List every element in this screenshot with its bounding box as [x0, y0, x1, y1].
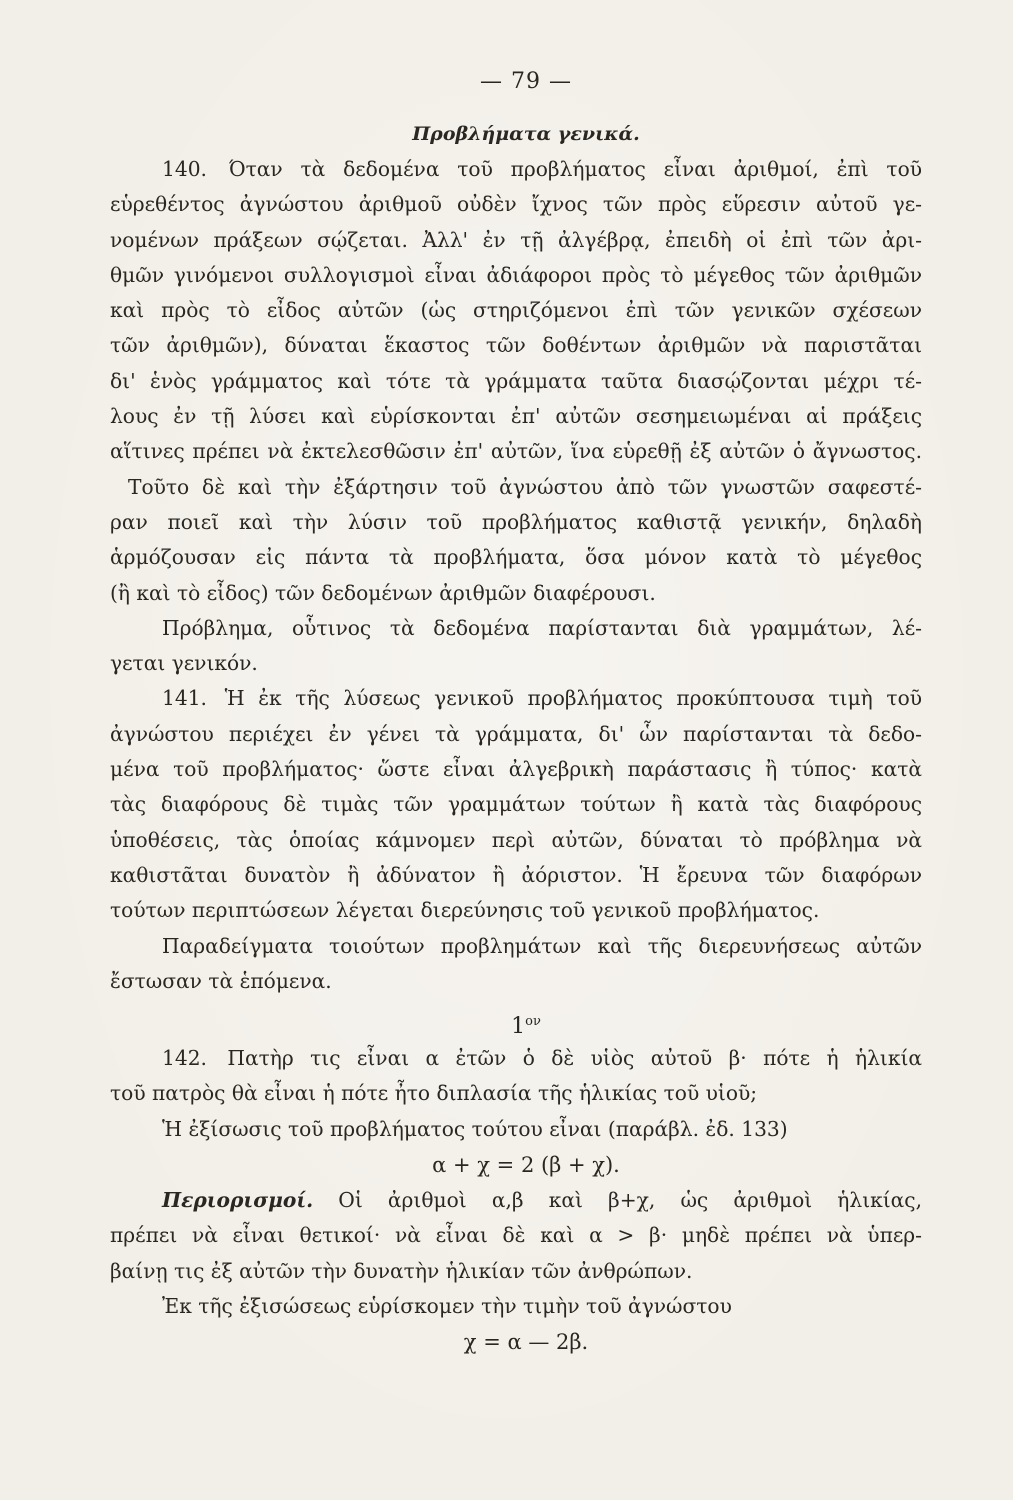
text-line: Παραδείγματα τοιούτων προβλημάτων καὶ τῆς διερευνήσεως αὐτῶν — [162, 933, 922, 958]
text-line: δι' ἑνὸς γράμματος καὶ τότε τὰ γράμματα ταῦτα διασῴζονται μέχρι τέ- — [110, 368, 922, 393]
paragraph-number: 142. — [162, 1046, 207, 1071]
text-line: λους ἐν τῇ λύσει καὶ εὑρίσκονται ἐπ' αὐτῶν σεσημειωμέναι αἱ πράξεις — [110, 404, 922, 429]
text-line: Τοῦτο δὲ καὶ τὴν ἐξάρτησιν τοῦ ἀγνώστου ἀπὸ τῶν γνωστῶν σαφεστέ- — [128, 474, 922, 499]
text-line: τούτων περιπτώσεων λέγεται διερεύνησις τοῦ γενικοῦ προβλήματος. — [110, 898, 820, 923]
text-line: τῶν ἀριθμῶν), δύναται ἕκαστος τῶν δοθέντων ἀριθμῶν νὰ παριστᾶται — [110, 333, 922, 358]
text-line: ἀγνώστου περιέχει ἐν γένει τὰ γράμματα, δι' ὧν παρίστανται τὰ δεδο- — [110, 721, 922, 746]
text-line: (ἢ καὶ τὸ εἶδος) τῶν δεδομένων ἀριθμῶν διαφέρουσι. — [110, 580, 656, 605]
section-title: Προβλήματα γενικά. — [412, 123, 640, 145]
text-line: Πρόβλημα, οὗτινος τὰ δεδομένα παρίστανται διὰ γραμμάτων, λέ- — [162, 615, 922, 640]
text-line: γεται γενικόν. — [110, 651, 258, 676]
text-line: εὑρεθέντος ἀγνώστου ἀριθμοῦ οὐδὲν ἴχνος τῶν πρὸς εὕρεσιν αὐτοῦ γε- — [110, 192, 922, 217]
text-line: Περιορισμοί. Οἱ ἀριθμοὶ α,β καὶ β+χ, ὡς ἀριθμοὶ ἡλικίας, — [162, 1188, 923, 1213]
text-line: καὶ πρὸς τὸ εἶδος αὐτῶν (ὡς στηριζόμενοι ἐπὶ τῶν γενικῶν σχέσεων — [110, 298, 922, 323]
text-line: τὰς διαφόρους δὲ τιμὰς τῶν γραμμάτων τούτων ἢ κατὰ τὰς διαφόρους — [110, 792, 922, 817]
paragraph-140 — [110, 152, 922, 681]
equation: α + χ = 2 (β + χ). — [432, 1153, 620, 1178]
text-line: πρέπει νὰ εἶναι θετικοί· νὰ εἶναι δὲ καὶ α > β· μηδὲ πρέπει νὰ ὑπερ- — [110, 1223, 922, 1248]
text-line: τοῦ πατρὸς θὰ εἶναι ἡ πότε ἦτο διπλασία τῆς ἡλικίας τοῦ υἱοῦ; — [110, 1081, 758, 1106]
text-line: νομένων πράξεων σῴζεται. Ἀλλ' ἐν τῇ ἀλγέβρᾳ, ἐπειδὴ οἱ ἐπὶ τῶν ἀρι- — [110, 227, 922, 252]
text-line: μένα τοῦ προβλήματος· ὥστε εἶναι ἀλγεβρικὴ παράστασις ἢ τύπος· κατὰ — [110, 757, 922, 782]
text-line: θμῶν γινόμενοι συλλογισμοὶ εἶναι ἀδιάφοροι πρὸς τὸ μέγεθος τῶν ἀριθμῶν — [110, 262, 922, 287]
text-line: ραν ποιεῖ καὶ τὴν λύσιν τοῦ προβλήματος καθιστᾷ γενικήν, δηλαδὴ — [110, 509, 922, 534]
paragraph-number: 141. — [162, 686, 207, 711]
text-line: βαίνῃ τις ἐξ αὐτῶν τὴν δυνατὴν ἡλικίαν τῶν ἀνθρώπων. — [110, 1258, 693, 1283]
paragraph-141 — [110, 681, 922, 999]
page-content — [110, 62, 922, 1360]
equation: χ = α — 2β. — [463, 1330, 589, 1355]
text-line: ἔστωσαν τὰ ἑπόμενα. — [110, 968, 332, 993]
page-number: — 79 — — [480, 69, 572, 94]
text-line: 142. Πατὴρ τις εἶναι α ἐτῶν ὁ δὲ υἱὸς αὐτοῦ β· πότε ἡ ἡλικία — [162, 1046, 922, 1071]
paragraph-number: 140. — [162, 157, 207, 181]
text-line: Ἐκ τῆς ἐξισώσεως εὑρίσκομεν τὴν τιμὴν τοῦ ἀγνώστου — [162, 1293, 732, 1318]
text-line: ὑποθέσεις, τὰς ὁποίας κάμνομεν περὶ αὐτῶν, δύναται τὸ πρόβλημα νὰ — [110, 827, 922, 852]
text-line: 140. Όταν τὰ δεδομένα τοῦ προβλήματος εἶναι ἀριθμοί, ἐπὶ τοῦ — [162, 157, 922, 181]
restrictions-label: Περιορισμοί. — [162, 1188, 314, 1213]
text-line: ἁρμόζουσαν εἰς πάντα τὰ προβλήματα, ὅσα μόνον κατὰ τὸ μέγεθος — [110, 545, 922, 570]
text-line: 141. Ἡ ἐκ τῆς λύσεως γενικοῦ προβλήματος προκύπτουσα τιμὴ τοῦ — [162, 686, 922, 711]
text-line: αἵτινες πρέπει νὰ ἐκτελεσθῶσιν ἐπ' αὐτῶν, ἵνα εὑρεθῇ ἐξ αὐτῶν ὁ ἄγνωστος. — [110, 439, 922, 464]
paragraph-142 — [110, 1041, 922, 1360]
example-heading: $1^{o\nu}$ — [511, 1014, 541, 1040]
text-line: Ἡ ἐξίσωσις τοῦ προβλήματος τούτου εἶναι (παράβλ. ἐδ. 133) — [162, 1116, 788, 1141]
text-line: καθιστᾶται δυνατὸν ἢ ἀδύνατον ἢ ἀόριστον. Ἡ ἔρευνα τῶν διαφόρων — [110, 862, 922, 887]
